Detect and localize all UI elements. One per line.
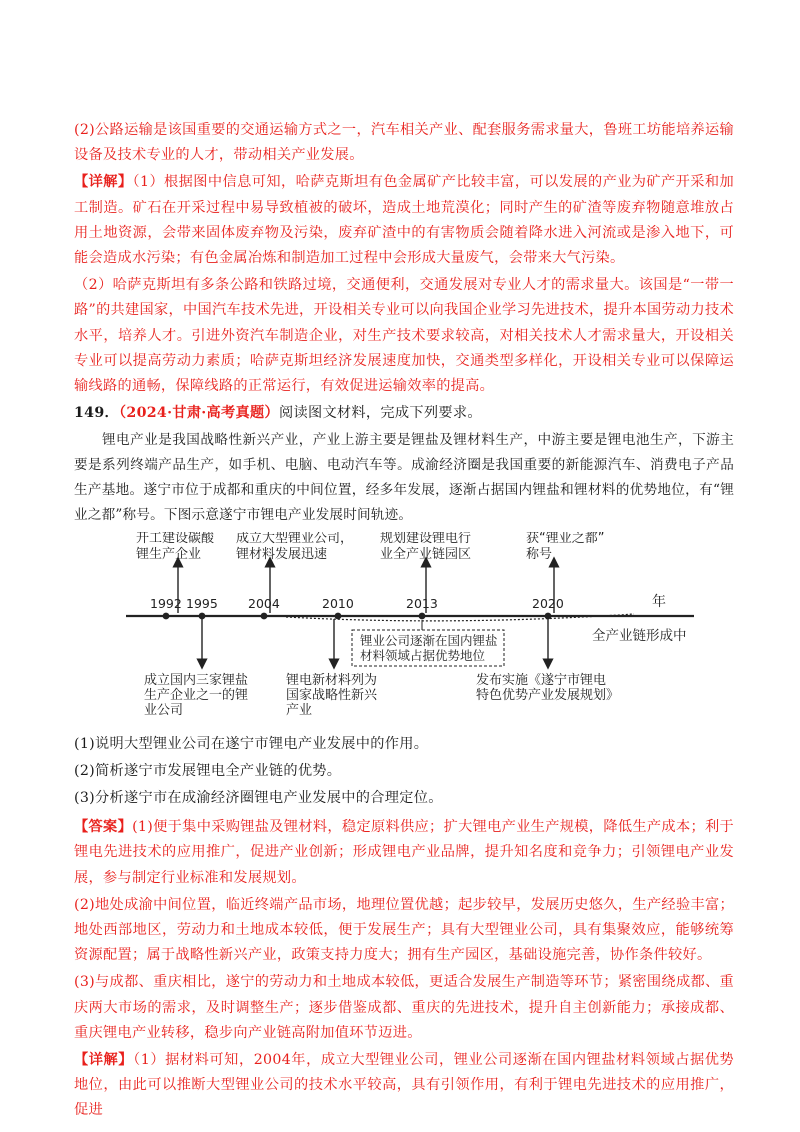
event-below-2020-line2: 特色优势产业发展规划》: [476, 687, 620, 703]
detail-1-text: （1）据材料可知，2004年，成立大型锂业公司，锂业公司逐渐在国内锂盐材料领域占据优势地位，由此可以推断大型锂业公司的技术水平较高，具有引领作用，有利于锂电先进技术的应用推广，促进: [74, 1052, 735, 1119]
advantage-box-line-1: 锂业公司逐渐在国内锂盐: [360, 632, 498, 648]
detail-tag-2: 【详解】: [74, 1052, 134, 1069]
advantage-box-line-2: 材料领域占据优势地位: [360, 647, 486, 663]
answer-3: (3)与成都、重庆相比，遂宁的劳动力和土地成本较低，更适合发展生产制造等环节；紧密围绕成都、重庆两大市场的需求，及时调整生产；逐步借鉴成都、重庆的先进技术，提升自主创新能力；承接成都、重庆锂电产业转移，稳步向产业链高附加值环节迈进。: [74, 974, 734, 1041]
timeline-axis-label: 年: [652, 593, 666, 610]
event-above-2020-line2: 称号: [526, 546, 553, 562]
answer-tag: 【答案】: [74, 819, 133, 836]
event-below-1995-line1: 成立国内三家锂盐: [144, 672, 249, 688]
sub-question-2: (2)简析遂宁市发展锂电全产业链的优势。: [74, 762, 342, 779]
timeline-dot-2004: [261, 612, 268, 619]
event-below-1995-line2: 生产企业之一的锂: [144, 687, 249, 703]
question-header: [74, 401, 734, 426]
event-above-2004-line2: 锂材料发展迅速: [236, 546, 328, 562]
timeline-dot-2010: [335, 612, 342, 619]
material-text: 锂电产业是我国战略性新兴产业，产业上游主要是锂盐及锂材料生产，中游主要是锂电池生产，下游主要是系列终端产品生产，如手机、电脑、电动汽车等。成渝经济圈是我国重要的新能源汽车、消费电子产品生产基地。遂宁市位于成都和重庆的中间位置，经多年发展，逐渐占据国内锂盐和锂材料的优势地位，有“锂业之都”称号。下图示意遂宁市锂电产业发展时间轨迹。: [74, 432, 734, 523]
event-below-2010-line2: 国家战略性新兴: [286, 687, 378, 703]
answer-1: [74, 815, 734, 891]
event-below-2010-line1: 锂电新材料列为: [286, 672, 378, 688]
timeline-year-2020: 2020: [532, 595, 564, 611]
timeline-year-2010: 2010: [322, 595, 354, 611]
timeline-dot-2020: [545, 612, 552, 619]
timeline-dot-1995: [199, 612, 206, 619]
event-above-2004-line1: 成立大型锂业公司，: [236, 531, 354, 546]
timeline-dot-1992: [163, 612, 170, 619]
timeline-svg: [74, 532, 734, 732]
timeline-year-1992: 1992: [150, 595, 182, 611]
sub-question-3: (3)分析遂宁市在成渝经济圈锂电产业发展中的合理定位。: [74, 790, 443, 807]
answer-2: (2)地处成渝中间位置，临近终端产品市场，地理位置优越；起步较早，发展历史悠久，生产经验丰富；地处西部地区，劳动力和土地成本较低，便于发展生产；具有大型锂业公司，具有集聚效应，能够统筹资源配置；属于战略性新兴产业，政策支持力度大；拥有生产园区，基础设施完善，协作条件较好。: [74, 896, 734, 964]
event-above-1992-line1: 开工建设碳酸: [136, 531, 215, 546]
detail-tag: 【详解】: [74, 174, 133, 191]
detail-1: [74, 1048, 734, 1124]
timeline-year-1995: 1995: [186, 595, 218, 611]
sub-question-1: (1)说明大型锂业公司在遂宁市锂电产业发展中的作用。: [74, 735, 429, 752]
detail-prev-1-text: （1）根据图中信息可知，哈萨克斯坦有色金属矿产比较丰富，可以发展的产业为矿产开采和加工制造。矿石在开采过程中易导致植被的破坏，造成土地荒漠化；同时产生的矿渣等废弃物随意堆放占用土地资源，会带来固体废弃物及污染，废弃矿渣中的有害物质会随着降水进入河流或是渗入地下，可能会造成水污染；有色金属冶炼和制造加工过程中会形成大量废气，会带来大气污染。: [74, 174, 734, 267]
chain-label: 全产业链形成中: [592, 627, 687, 644]
answer-prev-2: (2)公路运输是该国重要的交通运输方式之一，汽车相关产业、配套服务需求量大，鲁班工坊能培养运输设备及技术专业的人才，带动相关产业发展。: [74, 122, 734, 164]
event-above-2013-line2: 业全产业链园区: [380, 546, 472, 562]
timeline-figure: [74, 532, 734, 732]
event-above-1992-line2: 锂生产企业: [136, 546, 202, 562]
detail-prev-1: [74, 170, 734, 271]
event-below-1995-line3: 业公司: [144, 702, 184, 718]
event-above-2020-line1: 获“锂业之都”: [526, 531, 605, 546]
timeline-year-2004: 2004: [248, 595, 280, 611]
detail-prev-2: （2）哈萨克斯坦有多条公路和铁路过境，交通便利，交通发展对专业人才的需求量大。该国是“一带一路”的共建国家，中国汽车技术先进，开设相关专业可以向我国企业学习先进技术，提升本国劳动力技术水平，培养人才。引进外资汽车制造企业，对生产技术要求较高，对相关技术人才需求量大，开设相关专业可以提高劳动力素质；哈萨克斯坦经济发展速度加快，交通类型多样化，开设相关专业可以保障运输线路的通畅，保障线路的正常运行，有效促进运输效率的提高。: [74, 277, 734, 395]
answer-1-text: (1)便于集中采购锂盐及锂材料，稳定原料供应；扩大锂电产业生产规模，降低生产成本；利于锂电先进技术的应用推广，促进产业创新；形成锂电产业品牌，提升知名度和竞争力；引领锂电产业发展，参与制定行业标准和发展规划。: [74, 819, 734, 886]
document-page: [74, 118, 734, 1124]
timeline-year-2013: 2013: [406, 595, 438, 611]
question-number: 149．: [74, 405, 120, 422]
event-below-2010-line3: 产业: [286, 702, 313, 718]
event-below-2020-line1: 发布实施《遂宁市锂电: [476, 672, 607, 688]
question-source: （2024·甘肃·高考真题）: [119, 405, 279, 422]
event-above-2013-line1: 规划建设锂电行: [380, 531, 472, 546]
timeline-dot-2013: [419, 612, 426, 619]
question-prompt: 阅读图文材料，完成下列要求。: [278, 405, 482, 422]
